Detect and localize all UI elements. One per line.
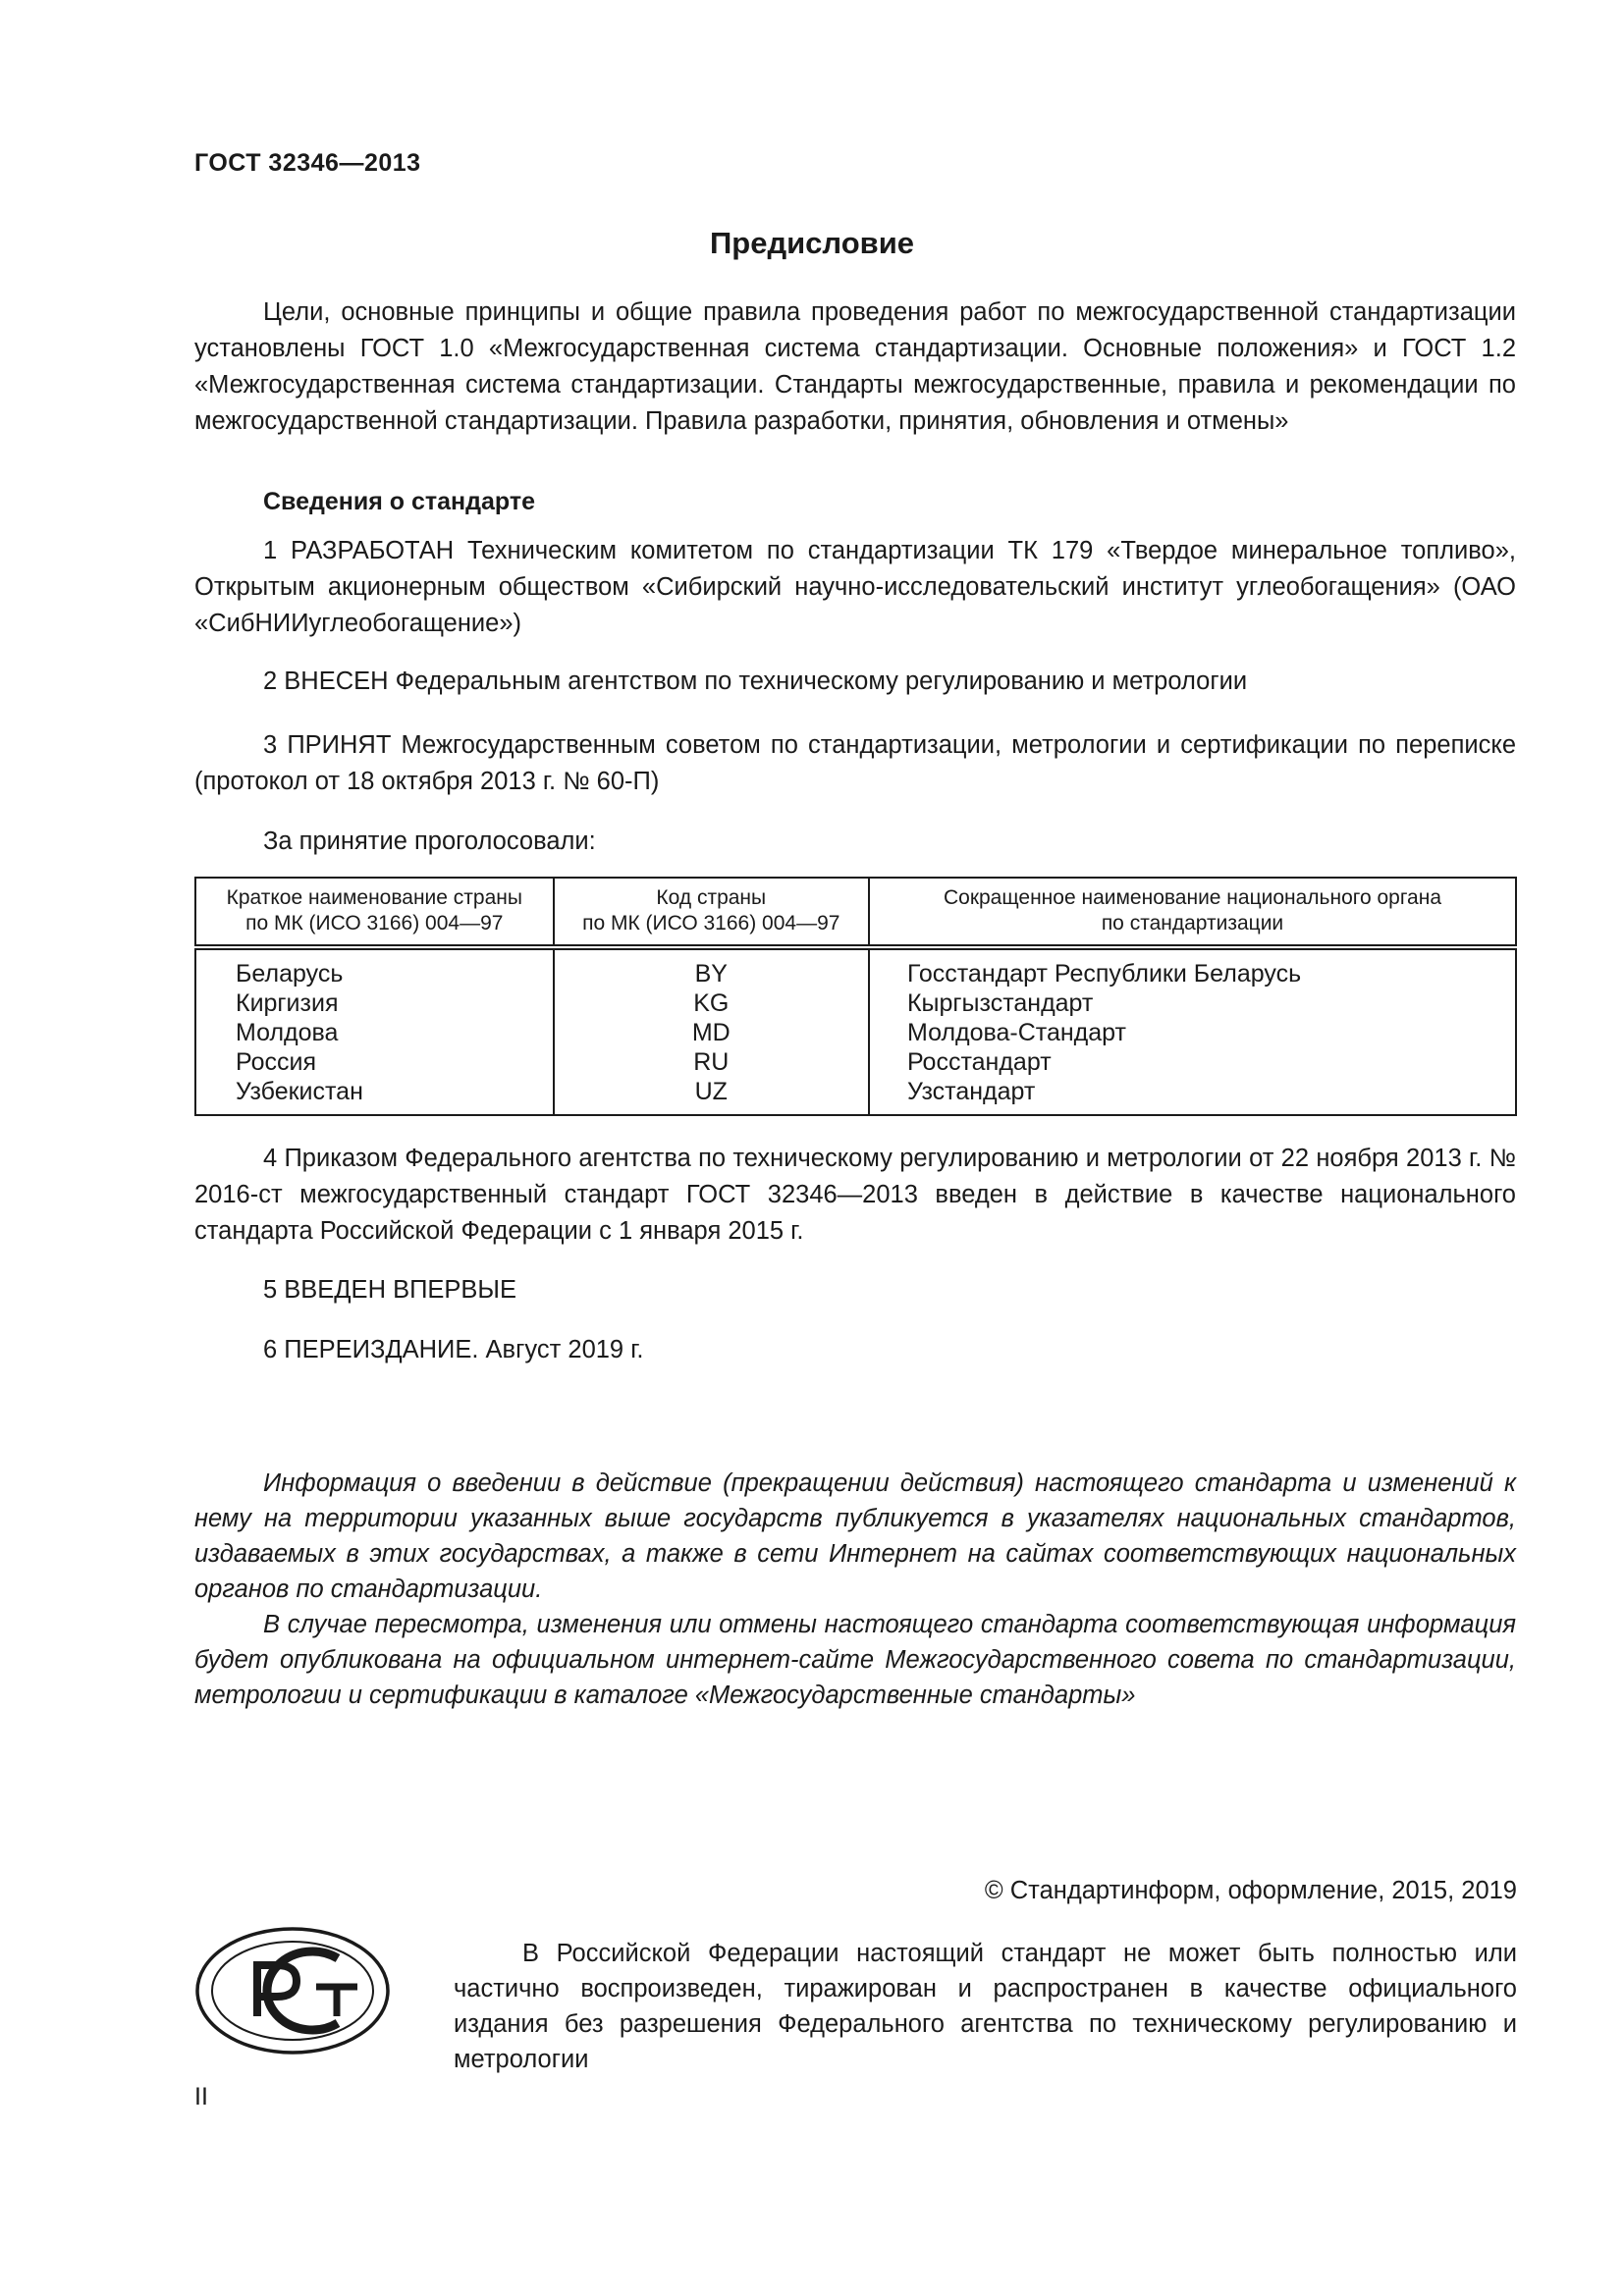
country-name: Россия [195,1047,554,1077]
country-name: Беларусь [195,947,554,988]
column-header-country: Краткое наименование страны по МК (ИСО 3166) 004—97 [195,878,554,947]
reproduction-notice: В Российской Федерации настоящий стандарт не может быть полностью или частично воспроизведен, тиражирован и распространен в качестве официального издания без разрешения Федерального агентства по техническому регулированию и метрологии [454,1940,1517,2073]
copyright-line: © Стандартинформ, оформление, 2015, 2019 [984,1877,1517,1904]
page-number: II [194,2083,208,2110]
info-note-revision: В случае пересмотра, изменения или отмены настоящего стандарта соответствующая информация будет опубликована на официальном интернет-сайте Межгосударственного совета по стандартизации, метрологии и сертификации в каталоге «Межгосударственные стандарты» [194,1611,1516,1709]
table-row [195,947,1516,988]
standards-body: Узстандарт [869,1077,1516,1115]
country-name: Киргизия [195,988,554,1018]
item-reissue: 6 ПЕРЕИЗДАНИЕ. Август 2019 г. [263,1336,644,1363]
country-code: KG [554,988,869,1018]
intro-paragraph: Цели, основные принципы и общие правила проведения работ по межгосударственной стандартизации установлены ГОСТ 1.0 «Межгосударственная система стандартизации. Основные положения» и ГОСТ 1.2 «Межгосударственная система стандартизации. Стандарты межгосударственные, правила и рекомендации по межгосударственной стандартизации. Правила разработки, принятия, обновления и отмены» [194,298,1516,435]
item-adopted: 3 ПРИНЯТ Межгосударственным советом по стандартизации, метрологии и сертификации по переписке (протокол от 18 октября 2013 г. № 60-П) [194,731,1516,795]
table-row [195,1077,1516,1115]
country-name: Узбекистан [195,1077,554,1115]
country-code: MD [554,1018,869,1047]
country-code: UZ [554,1077,869,1115]
table-header-row [195,878,1516,947]
standards-body: Кыргызстандарт [869,988,1516,1018]
country-code: RU [554,1047,869,1077]
item-first-introduced: 5 ВВЕДЕН ВПЕРВЫЕ [263,1276,517,1304]
table-row [195,1018,1516,1047]
voted-label: За принятие проголосовали: [263,828,596,855]
country-name: Молдова [195,1018,554,1047]
document-id: ГОСТ 32346—2013 [194,149,421,177]
info-note-publication: Информация о введении в действие (прекращении действия) настоящего стандарта и изменений к нему на территории указанных выше государств публикуется в указателях национальных стандартов, издаваемых в этих государствах, а также в сети Интернет на сайтах соответствующих национальных органов по стандартизации. [194,1469,1516,1603]
column-header-body: Сокращенное наименование национального органа по стандартизации [869,878,1516,947]
table-row [195,988,1516,1018]
table-row [195,1047,1516,1077]
standards-body: Молдова-Стандарт [869,1018,1516,1047]
standard-info-heading: Сведения о стандарте [263,488,536,515]
item-enacted: 4 Приказом Федерального агентства по техническому регулированию и метрологии от 22 ноября 2013 г. № 2016-ст межгосударственный стандарт ГОСТ 32346—2013 введен в действие в качестве национального стандарта Российской Федерации с 1 января 2015 г. [194,1145,1516,1245]
item-developed: 1 РАЗРАБОТАН Техническим комитетом по стандартизации ТК 179 «Твердое минеральное топливо», Открытым акционерным обществом «Сибирский научно-исследовательский институт углеобогащения» (ОАО «СибНИИуглеобогащение») [194,537,1516,637]
page-title: Предисловие [709,226,914,260]
standards-body: Госстандарт Республики Беларусь [869,947,1516,988]
voting-countries-table [194,877,1517,1116]
gost-r-certification-mark-icon [194,1926,391,2056]
item-introduced: 2 ВНЕСЕН Федеральным агентством по техническому регулированию и метрологии [263,667,1248,695]
country-code: BY [554,947,869,988]
standards-body: Росстандарт [869,1047,1516,1077]
column-header-code: Код страны по МК (ИСО 3166) 004—97 [554,878,869,947]
